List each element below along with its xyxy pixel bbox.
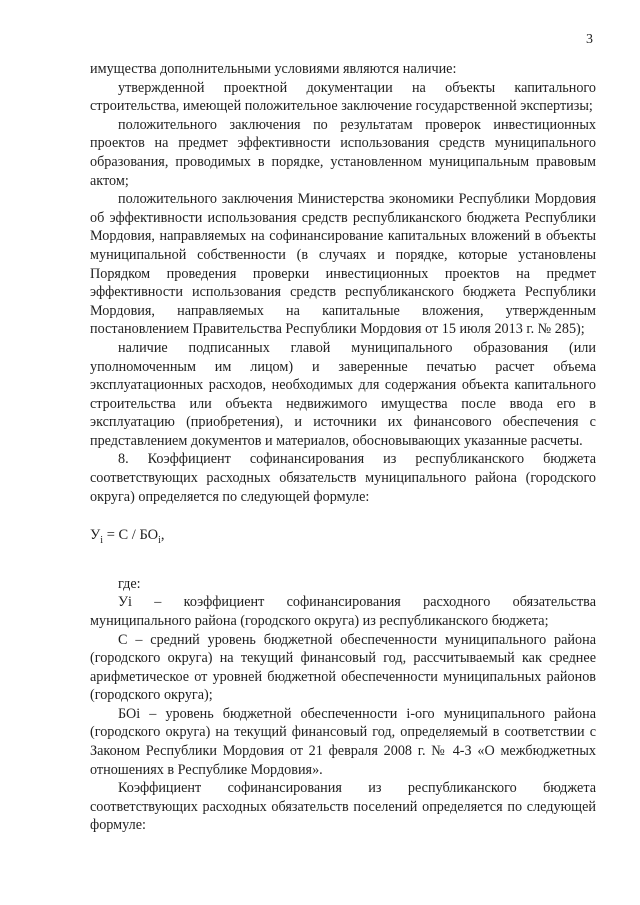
paragraph-def-boi: БОi – уровень бюджетной обеспеченности i-ого муниципального района (городского округа) на текущий финансовый год, определяемый в соответствии с Законом Республики Мордовия от 21 февраля 2008 г. № 4-З «О межбюджетных отношениях в Республике Мордовия». [90,705,596,778]
paragraph-conditions-intro: имущества дополнительными условиями являются наличие: [90,61,457,77]
paragraph-settlement-rate: Коэффициент софинансирования из республиканского бюджета соответствующих расходных обязательств поселений определяется по следующей формуле: [90,780,596,834]
paragraph-def-yi: Уi – коэффициент софинансирования расходного обязательства муниципального района (городского округа) из республиканского бюджета; [90,594,596,629]
formula-district [90,526,596,550]
formula-lhs: У [90,527,101,544]
paragraph-municipal-review: положительного заключения по результатам проверок инвестиционных проектов на предмет эффективности использования средств муниципального образования, проводимых в порядке, установленном муниципальным правовым актом; [90,116,596,189]
formula-subscript: i [100,535,104,547]
document-body [90,60,596,835]
paragraph-def-c: С – средний уровень бюджетной обеспеченности муниципального района (городского округа) на текущий финансовый год, рассчитываемый как среднее арифметическое от уровней бюджетной обеспеченности муниципальных районов (городского округа); [90,631,596,704]
paragraph-where: где: [118,575,141,592]
paragraph-cofinancing-rate: 8. Коэффициент софинансирования из республиканского бюджета соответствующих расходных обязательств муниципального района (городского округа) определяется по следующей формуле: [90,451,596,505]
paragraph-operating-costs: наличие подписанных главой муниципального образования (или уполномоченным им лицом) и заверенные печатью расчет объема эксплуатационных расходов, необходимых для содержания объекта капитального строительства или объекта недвижимого имущества после ввода его в эксплуатацию (приобретения), и источники их финансового обеспечения с представлением документов и материалов, обосновывающих указанные расчеты. [90,339,596,449]
formula-end: , [160,527,165,544]
paragraph-ministry-conclusion: положительного заключения Министерства экономики Республики Мордовия об эффективности использования средств республиканского бюджета Республики Мордовия, направляемых на софинансирование капитальных вложений в объекты муниципальной собственности (в случаях и порядке, которые установлены Порядком проведения проверки инвестиционных проектов на предмет эффективности использования средств республиканского бюджета Республики Мордовия, направляемых на капитальные вложения, утвержденным постановлением Правительства Республики Мордовия от 15 июля 2013 г. № 285); [90,191,596,338]
formula-rhs: = С / БО [103,527,159,544]
formula-subscript-2: i [158,535,161,547]
page-number: 3 [586,32,593,47]
paragraph-project-documentation: утвержденной проектной документации на объекты капитального строительства, имеющей положительное заключение государственной экспертизы; [90,79,596,115]
